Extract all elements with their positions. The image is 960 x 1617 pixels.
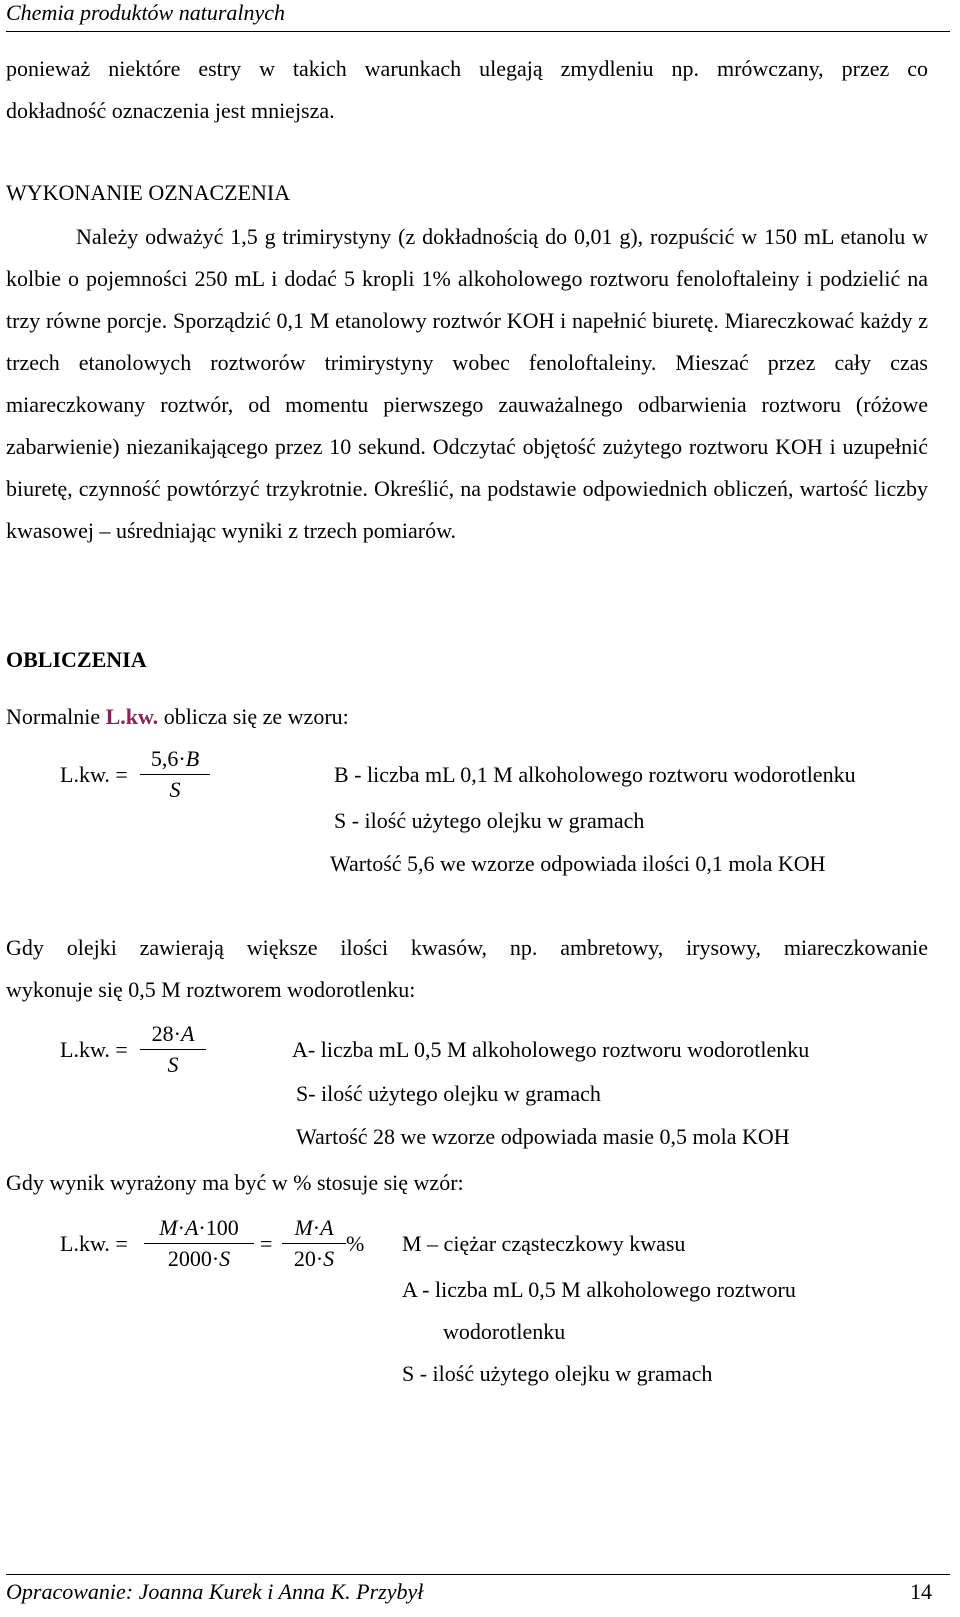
formula3-frac1-denominator bbox=[144, 1246, 254, 1272]
formula3-frac1-den-s: S bbox=[219, 1246, 231, 1271]
formula3-legend-a-cont: wodorotlenku bbox=[443, 1319, 566, 1344]
footer-authors: Opracowanie: Joanna Kurek i Anna K. Przybył bbox=[6, 1579, 424, 1604]
wykonanie-paragraph: Należy odważyć 1,5 g trimirystyny (z dokładnością do 0,01 g), rozpuścić w 150 mL etanolu w kolbie o pojemności 250 mL i dodać 5 kropli 1% alkoholowego roztworu fenoloftaleiny i podzielić na trzy równe porcje. Sporządzić 0,1 M etanolowy roztwór KOH i napełnić biuretę. Miareczkować każdy z trzech etanolowych roztworów trimirystyny wobec fenoloftaleiny. Mieszać przez cały czas miareczkowany roztwór, od momentu pierwszego zauważalnego odbarwienia roztworu (różowe zabarwienie) niezanikającego przez 10 sekund. Odczytać objętość zużytego roztworu KOH i uzupełnić biuretę, czynność powtórzyć trzykrotnie. Określić, na podstawie odpowiednich obliczeń, wartość liczby kwasowej – uśredniając wyniki z trzech pomiarów. bbox=[6, 224, 928, 543]
formula3-frac1-num-dot: · bbox=[177, 1215, 185, 1240]
formula3-frac1-num-m: M bbox=[159, 1215, 178, 1240]
formula3-frac1-numerator bbox=[144, 1215, 254, 1241]
formula3-fraction-1 bbox=[144, 1215, 254, 1272]
formula3-frac2-den-s: S bbox=[323, 1246, 335, 1271]
formula3-legend-a: A - liczba mL 0,5 M alkoholowego roztworu bbox=[402, 1277, 796, 1302]
formula3-frac2-denominator bbox=[282, 1246, 346, 1272]
wykonanie-heading: WYKONANIE OZNACZENIA bbox=[6, 180, 291, 205]
formula2-lhs: L.kw. = bbox=[60, 1037, 128, 1062]
paragraph3: Gdy wynik wyrażony ma być w % stosuje się wzór: bbox=[6, 1170, 464, 1195]
header-rule bbox=[6, 31, 950, 32]
formula2-denominator: S bbox=[167, 1052, 179, 1077]
formula1-legend-note: Wartość 5,6 we wzorze odpowiada ilości 0,1 mola KOH bbox=[330, 851, 826, 876]
formula3-equals: = bbox=[260, 1231, 273, 1256]
formula2-num-var: A bbox=[180, 1021, 195, 1046]
page-number: 14 bbox=[910, 1579, 932, 1604]
formula1-legend-b: B - liczba mL 0,1 M alkoholowego roztworu wodorotlenku bbox=[334, 762, 856, 787]
formula3-frac2-den-20: 20· bbox=[293, 1246, 324, 1271]
formula1-lhs: L.kw. = bbox=[60, 762, 128, 787]
formula1-num-var: B bbox=[185, 746, 200, 771]
intro-line-2: dokładność oznaczenia jest mniejsza. bbox=[6, 98, 335, 123]
formula3-fraction-2 bbox=[282, 1215, 346, 1272]
paragraph2-line-2: wykonuje się 0,5 M roztworem wodorotlenku: bbox=[6, 977, 416, 1002]
formula2-num-coef: 28· bbox=[151, 1021, 181, 1046]
formula3-percent: % bbox=[346, 1231, 365, 1256]
running-header: Chemia produktów naturalnych bbox=[6, 0, 286, 25]
formula3-frac2-num-m: M bbox=[294, 1215, 313, 1240]
formula3-frac1-num-a: A bbox=[184, 1215, 199, 1240]
intro-suffix: oblicza się ze wzoru: bbox=[158, 704, 349, 729]
paragraph2-line-1: Gdy olejki zawierają większe ilości kwasów, np. ambretowy, irysowy, miareczkowanie bbox=[6, 935, 928, 960]
formula3-frac1-bar bbox=[144, 1243, 254, 1244]
formula1-fraction bbox=[140, 746, 210, 803]
formula2-fraction bbox=[140, 1021, 206, 1078]
formula1-numerator bbox=[140, 746, 210, 772]
formula2-numerator bbox=[140, 1021, 206, 1047]
obliczenia-intro bbox=[6, 704, 349, 730]
intro-prefix: Normalnie bbox=[6, 704, 106, 729]
formula2-legend-a: A- liczba mL 0,5 M alkoholowego roztworu wodorotlenku bbox=[292, 1037, 810, 1062]
formula1-bar bbox=[140, 774, 210, 775]
obliczenia-heading: OBLICZENIA bbox=[6, 647, 147, 672]
formula1-num-coef: 5,6· bbox=[150, 746, 186, 771]
formula2-legend-s: S- ilość użytego olejku w gramach bbox=[296, 1081, 601, 1106]
formula3-frac1-num-100: ·100 bbox=[198, 1215, 239, 1240]
formula3-frac2-bar bbox=[282, 1243, 346, 1244]
formula3-legend-m: M – ciężar cząsteczkowy kwasu bbox=[402, 1231, 686, 1256]
intro-line-1: ponieważ niektóre estry w takich warunkach ulegają zmydleniu np. mrówczany, przez co bbox=[6, 56, 928, 81]
lkw-keyword: L.kw. bbox=[105, 704, 159, 729]
formula1-denominator: S bbox=[169, 777, 181, 802]
formula3-frac1-den-2000: 2000· bbox=[167, 1246, 220, 1271]
formula3-lhs: L.kw. = bbox=[60, 1231, 128, 1256]
footer-rule bbox=[6, 1574, 950, 1575]
formula3-frac2-num-a: A bbox=[320, 1215, 334, 1240]
formula3-frac2-numerator bbox=[282, 1215, 346, 1241]
formula3-frac2-num-dot: · bbox=[312, 1215, 321, 1240]
formula1-legend-s: S - ilość użytego olejku w gramach bbox=[334, 808, 645, 833]
formula2-legend-note: Wartość 28 we wzorze odpowiada masie 0,5 mola KOH bbox=[296, 1124, 790, 1149]
formula2-bar bbox=[140, 1049, 206, 1050]
formula3-legend-s: S - ilość użytego olejku w gramach bbox=[402, 1361, 713, 1386]
